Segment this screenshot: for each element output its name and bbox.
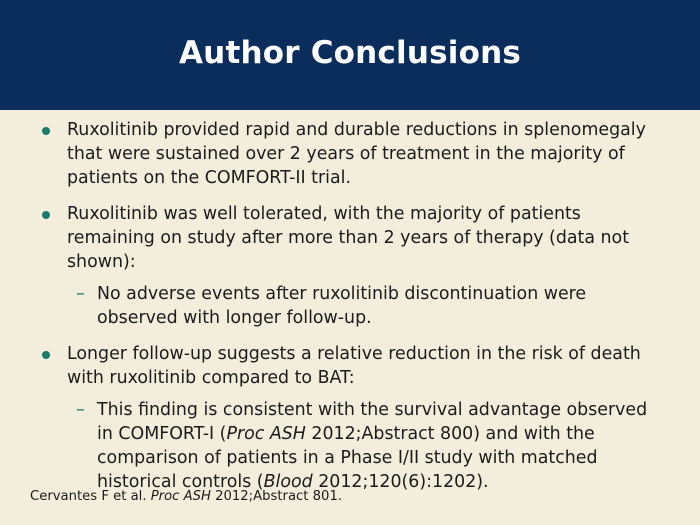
bullet-item bbox=[38, 342, 668, 390]
bullet-dot-icon bbox=[42, 127, 50, 135]
sub-bullet-item bbox=[38, 398, 668, 494]
sub-bullet-text-part: 2012;120(6):1202). bbox=[312, 472, 489, 492]
slide-title: Author Conclusions bbox=[178, 35, 521, 71]
journal-name: Blood bbox=[263, 472, 313, 492]
title-bar bbox=[0, 0, 700, 110]
bullet-item bbox=[38, 202, 668, 274]
bullet-text: Longer follow-up suggests a relative reduction in the risk of death with ruxolitinib compared to BAT: bbox=[67, 344, 641, 388]
bullet-dot-icon bbox=[42, 351, 50, 359]
sub-bullet-dash: – bbox=[76, 400, 85, 420]
footnote-text-part: Cervantes F et al. bbox=[30, 489, 151, 504]
sub-bullet-item bbox=[38, 282, 668, 330]
sub-bullet-text: No adverse events after ruxolitinib discontinuation were observed with longer follow-up. bbox=[97, 284, 587, 328]
bullet-dot-icon bbox=[42, 211, 50, 219]
footnote-text-part: 2012;Abstract 801. bbox=[210, 489, 343, 504]
bullet-item bbox=[38, 118, 668, 190]
footnote-journal: Proc ASH bbox=[150, 489, 211, 504]
citation-footnote bbox=[30, 489, 342, 504]
bullet-list bbox=[38, 118, 668, 494]
journal-name: Proc ASH bbox=[226, 424, 306, 444]
bullet-text: Ruxolitinib was well tolerated, with the majority of patients remaining on study after more than 2 years of therapy (data not shown): bbox=[67, 204, 630, 272]
sub-bullet-text-part: 2012;Abstract 800) and with the comparison of patients in a Phase I/II study with matched historical controls ( bbox=[97, 424, 598, 492]
bullet-text: Ruxolitinib provided rapid and durable reductions in splenomegaly that were sustained over 2 years of treatment in the majority of patients on the COMFORT-II trial. bbox=[67, 120, 646, 188]
sub-bullet-dash: – bbox=[76, 284, 85, 304]
sub-bullet-text-part: This finding is consistent with the survival advantage observed in COMFORT-I ( bbox=[97, 400, 648, 444]
